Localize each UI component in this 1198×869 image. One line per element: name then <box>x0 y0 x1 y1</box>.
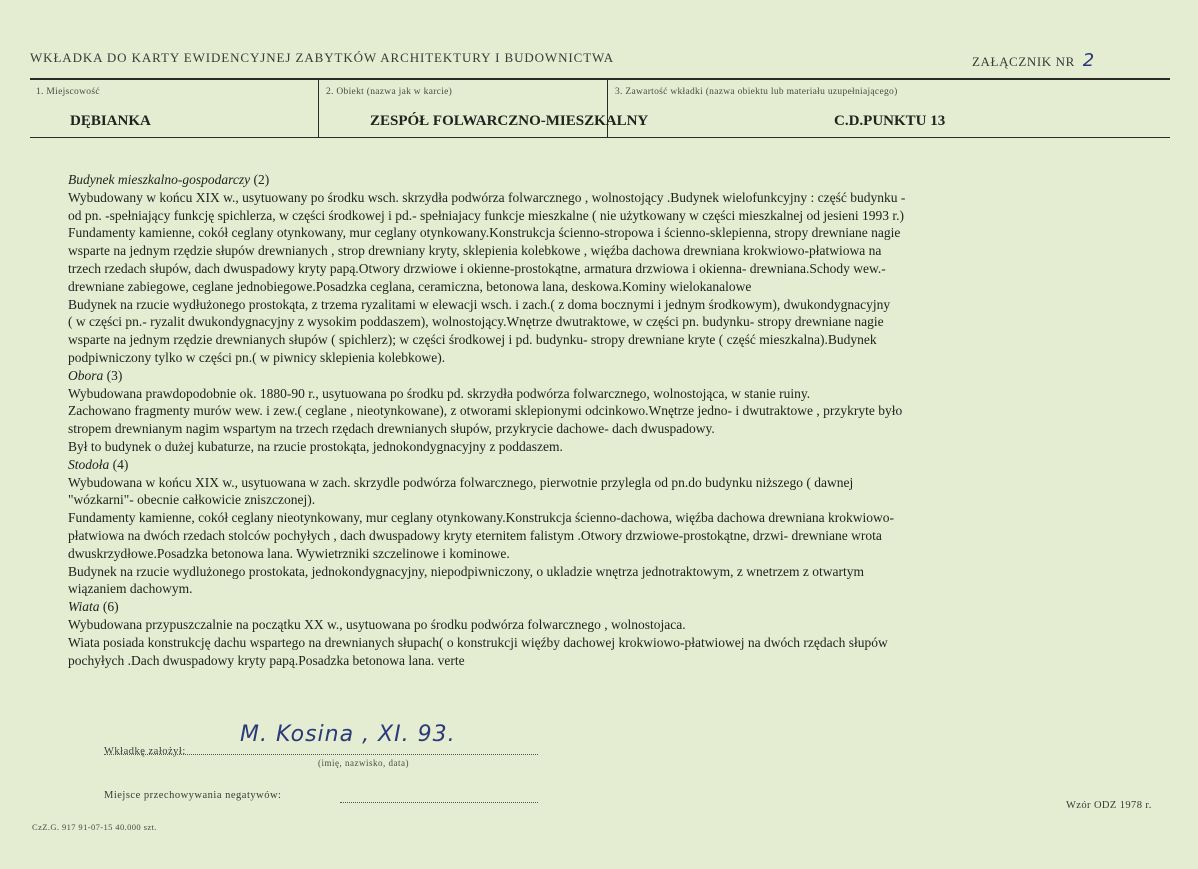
text-line: wsparte na jednym rzędzie słupów drewnianych , strop drewniany kryty, sklepienia kolebkowe , więźba dachowa drewniana krokwiowo-płatwiowa na <box>68 243 882 259</box>
section-heading-number: (3) <box>103 367 123 383</box>
text-line: Wybudowany w końcu XIX w., usytuowany po środku wsch. skrzydła podwórza folwarcznego , wolnostojący .Budynek wielofunkcyjny : część budynku - <box>68 189 906 205</box>
text-line: trzech rzedach słupów, dach dwuspadowy kryty papą.Otwory drzwiowe i okienne-prostokątne, armatura drzwiowa i okienna- drewniana.Schody wew.- <box>68 260 886 276</box>
attachment-label-block <box>972 50 1095 71</box>
text-line: drewniane zabiegowe, ceglane jednobiegowe.Posadzka ceglana, ceramiczna, betonowa lana, deskowa.Kominy wielokanalowe <box>68 278 752 294</box>
text-line: dwuskrzydłowe.Posadzka betonowa lana. Wywietrzniki szczelinowe i kominowe. <box>68 545 510 561</box>
text-line: ( w części pn.- ryzalit dwukondygnacyjny z wysokim poddaszem), wolnostojący.Wnętrze dwutraktowe, w części pn. budynku- stropy drewniane nagie <box>68 314 884 330</box>
description-text <box>68 171 1118 669</box>
text-line: Fundamenty kamienne, cokół ceglany otynkowany, mur ceglany otynkowany.Konstrukcja ścienno-stropowa i ścienno-sklepienna, stropy drewniane nagie <box>68 225 901 241</box>
header-rule-bottom <box>30 137 1170 138</box>
section-heading-title: Budynek mieszkalno-gospodarczy <box>68 172 251 187</box>
text-line: Zachowano fragmenty murów wew. i zew.( ceglane , nieotynkowane), z otworami sklepionymi odcinkowo.Wnętrze jedno- i dwutraktowe , przykryte było <box>68 403 903 419</box>
section-heading <box>68 171 1118 189</box>
field-value-object: ZESPÓŁ FOLWARCZNO-MIESZKALNY <box>370 113 649 129</box>
signature-dotted-line <box>104 754 538 755</box>
text-line: od pn. -spełniający funkcję spichlerza, w części środkowej i pd.- spełniajacy funkcje mieszkalne ( nie użytkowany w części mieszkalnej od jesieni 1993 r.) <box>68 207 904 223</box>
field-value-contents: C.D.PUNKTU 13 <box>834 113 946 129</box>
printer-note: CzZ.G. 917 91-07-15 40.000 szt. <box>32 822 157 832</box>
text-line: "wózkarni"- obecnie całkowicie zniszczonej). <box>68 492 316 508</box>
text-line: pochyłych .Dach dwuspadowy kryty papą.Posadzka betonowa lana. verte <box>68 652 465 668</box>
text-line: podpiwniczony tylko w części pn.( w piwnicy sklepienia kolebkowe). <box>68 349 446 365</box>
attachment-number: 2 <box>1082 50 1095 71</box>
text-line: Wiata posiada konstrukcję dachu wspartego na drewnianych słupach( o konstrukcji więźby dachowej krokwiowo-płatwiowej na dwóch rzędach słupów <box>68 634 888 650</box>
signature-row <box>104 741 186 759</box>
section-heading <box>68 598 1118 616</box>
text-line: Fundamenty kamienne, cokół ceglany nieotynkowany, mur ceglany otynkowany.Konstrukcja ścienno-dachowa, więźba dachowa drewniana krokwiowo- <box>68 510 894 526</box>
section-heading-title: Stodoła <box>68 456 110 472</box>
field-divider-1 <box>318 80 319 137</box>
section-heading-number: (6) <box>99 599 119 615</box>
field-label-object: 2. Obiekt (nazwa jak w karcie) <box>326 87 453 97</box>
negatives-dotted-line <box>340 802 538 803</box>
section-heading-number: (4) <box>109 456 129 472</box>
text-line: Budynek na rzucie wydlużonego prostokata, jednokondygnacyjny, niepodpiwniczony, o ukladzie wnętrza jednotraktowym, z wnetrzem z otwartym <box>68 563 865 579</box>
text-line: Budynek na rzucie wydłużonego prostokąta, z trzema ryzalitami w elewacji wsch. i zach.( z doma bocznymi i jednym środkowym), dwukondygnacyjny <box>68 296 891 312</box>
section-heading <box>68 367 1118 385</box>
signature-label: Wkładkę założył: <box>104 746 186 757</box>
section-heading-title: Obora <box>68 367 104 383</box>
text-line: wiązaniem dachowym. <box>68 581 193 597</box>
text-line: płatwiowa na dwóch rzedach stolców pochyłych , dach dwuspadowy kryty eternitem falistym .Otwory drzwiowe-prostokątne, drzwi- drewniane wrota <box>68 527 882 543</box>
header-rule-top <box>30 78 1170 80</box>
attachment-label: ZAŁĄCZNIK NR <box>972 54 1075 69</box>
form-title: WKŁADKA DO KARTY EWIDENCYJNEJ ZABYTKÓW ARCHITEKTURY I BUDOWNICTWA <box>30 50 615 65</box>
section-heading <box>68 456 1118 474</box>
field-value-locality: DĘBIANKA <box>70 113 151 129</box>
section-heading-number: (2) <box>250 172 270 187</box>
field-label-locality: 1. Miejscowość <box>36 87 100 97</box>
handwritten-signature: M. Kosina , XI. 93. <box>240 722 456 747</box>
text-line: Był to budynek o dużej kubaturze, na rzucie prostokąta, jednokondygnacyjny z poddaszem. <box>68 438 563 454</box>
signature-hint: (imię, nazwisko, data) <box>318 758 409 768</box>
text-line: Wybudowana prawdopodobnie ok. 1880-90 r., usytuowana po środku pd. skrzydła podwórza folwarcznego, wolnostojąca, w stanie ruiny. <box>68 385 811 401</box>
section-heading-title: Wiata <box>68 599 100 615</box>
text-line: stropem drewnianym nagim wspartym na trzech rzędach drewnianych słupów, przykrycie dachowe- dach dwuspadowy. <box>68 421 715 437</box>
negatives-label: Miejsce przechowywania negatywów: <box>104 790 282 801</box>
field-label-contents: 3. Zawartość wkładki (nazwa obiektu lub materiału uzupełniającego) <box>615 87 898 97</box>
text-line: wsparte na jednym rzędzie drewnianych słupów ( spichlerz); w części środkowej i pd. budynku- stropy drewniane kryte ( część mieszkalna).Budynek <box>68 332 877 348</box>
text-line: Wybudowana w końcu XIX w., usytuowana w zach. skrzydle podwórza folwarcznego, pierwotnie przylegla od pn.do budynku niższego ( dawnej <box>68 474 854 490</box>
text-line: Wybudowana przypuszczalnie na początku XX w., usytuowana po środku podwórza folwarcznego , wolnostojaca. <box>68 616 686 632</box>
template-note: Wzór ODZ 1978 r. <box>1066 800 1152 811</box>
